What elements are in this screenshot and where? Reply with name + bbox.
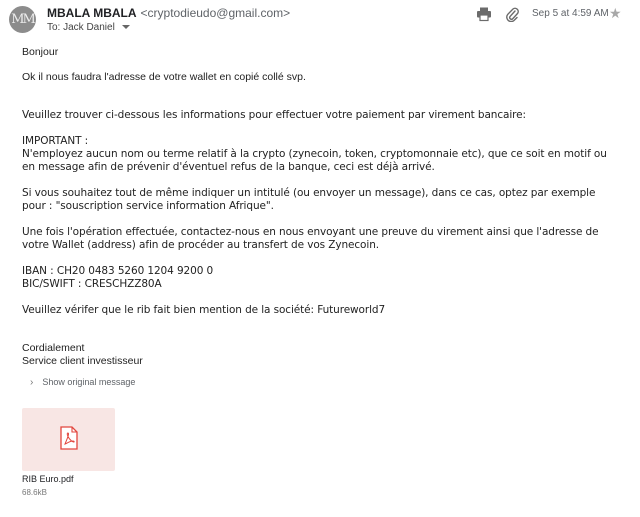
verify-line: Veuillez vérifer que le rib fait bien mention de la société: Futureworld7 <box>22 304 386 316</box>
important-label: IMPORTANT : <box>22 135 89 147</box>
important-line: en message afin de prévenir d'éventuel refus de la banque, ceci est déjà arrivé. <box>22 161 435 173</box>
greeting: Bonjour <box>22 46 59 58</box>
proof-instruction-line: votre Wallet (address) afin de procéder au transfert de vos Zynecoin. <box>22 239 379 251</box>
wallet-request: Ok il nous faudra l'adresse de votre wallet en copié collé svp. <box>22 71 306 83</box>
attachment-name[interactable]: RIB Euro.pdf <box>22 474 74 484</box>
attachment-card[interactable] <box>22 408 115 471</box>
to-label: To: <box>47 22 61 33</box>
message-date: Sep 5 at 4:59 AM <box>532 8 609 19</box>
bic-line: BIC/SWIFT : CRESCHZZ80A <box>22 278 162 290</box>
iban-line: IBAN : CH20 0483 5260 1204 9200 0 <box>22 265 214 277</box>
attachment-size: 68.6kB <box>22 488 47 497</box>
pdf-icon <box>60 426 78 450</box>
show-original-link[interactable] <box>30 377 135 388</box>
sender-email[interactable]: <cryptodieudo@gmail.com> <box>140 6 291 20</box>
recipient-line[interactable] <box>47 22 130 33</box>
avatar[interactable]: MM <box>9 6 36 33</box>
message-body <box>22 46 622 368</box>
sender-line <box>47 6 290 20</box>
chevron-down-icon[interactable] <box>122 25 130 29</box>
recipient-name: Jack Daniel <box>63 22 115 33</box>
show-original-label: Show original message <box>42 377 136 387</box>
title-advice-line: pour : "souscription service information Afrique". <box>22 200 274 212</box>
proof-instruction-line: Une fois l'opération effectuée, contactez-nous en nous envoyant une preuve du virement ainsi que l'adresse de <box>22 226 599 238</box>
print-icon[interactable] <box>476 6 492 22</box>
signature: Service client investisseur <box>22 355 143 367</box>
sender-name[interactable]: MBALA MBALA <box>47 6 137 20</box>
chevron-right-icon: › <box>30 377 34 388</box>
star-icon[interactable]: ★ <box>609 5 622 21</box>
paperclip-icon[interactable] <box>504 6 520 22</box>
title-advice-line: Si vous souhaitez tout de même indiquer un intitulé (ou envoyer un message), dans ce cas, optez par exemple <box>22 187 596 199</box>
message-header <box>0 0 640 40</box>
closing: Cordialement <box>22 342 85 354</box>
important-line: N'employez aucun nom ou terme relatif à la crypto (zynecoin, token, cryptomonnaie etc), que ce soit en motif ou <box>22 148 607 160</box>
payment-intro: Veuillez trouver ci-dessous les informations pour effectuer votre paiement par virement bancaire: <box>22 109 526 121</box>
